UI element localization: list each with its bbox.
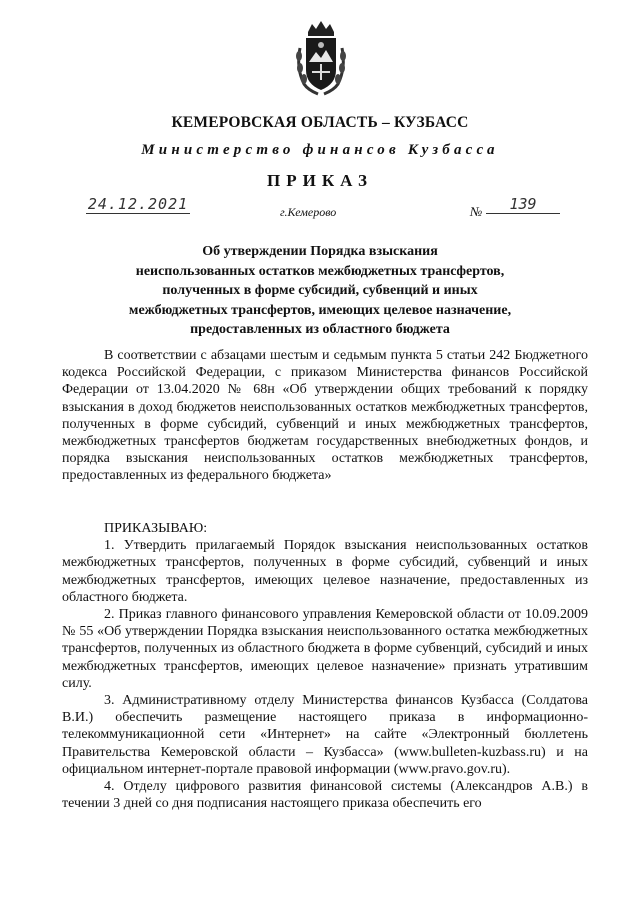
order-date: 24.12.2021 xyxy=(87,195,189,213)
title-line: Об утверждении Порядка взыскания xyxy=(202,244,438,259)
order-keyword: ПРИКАЗЫВАЮ: xyxy=(104,521,208,536)
title-line: предоставленных из областного бюджета xyxy=(190,322,450,337)
order-city: г.Кемерово xyxy=(280,205,337,219)
preamble-paragraph: В соответствии с абзацами шестым и седьмым пункта 5 статьи 242 Бюджетного кодекса Российской Федерации, с приказом Министерства финансов Российской Федерации от 13.04.2020 № 68н «Об утверждении общих требований к порядку взыскания в доход бюджетов неиспользованных остатков межбюджетных трансфертов, полученных в форме субсидий, субвенций и иных межбюджетных трансфертов, межбюджетных трансфертов бюджетам государственных внебюджетных фондов, и порядка взыскания неиспользованных остатков межбюджетных трансфертов, предоставленных из федерального бюджета» xyxy=(62,348,588,484)
order-section xyxy=(62,520,588,812)
order-item-4: 4. Отделу цифрового развития финансовой системы (Александров А.В.) в течении 3 дней со дня подписания настоящего приказа обеспечить его xyxy=(62,779,588,812)
order-title xyxy=(100,242,540,340)
order-number: 139 xyxy=(486,196,560,214)
coat-of-arms-emblem xyxy=(294,18,348,98)
order-number-sign: № xyxy=(470,204,483,219)
region-heading: КЕМЕРОВСКАЯ ОБЛАСТЬ – КУЗБАСС xyxy=(171,114,469,131)
order-item-1: 1. Утвердить прилагаемый Порядок взыскания неиспользованных остатков межбюджетных трансфертов, полученных в форме субсидий, субвенций и иных межбюджетных трансфертов, имеющих целевое назначение, предоставленных из областного бюджета. xyxy=(62,538,588,605)
document-type: ПРИКАЗ xyxy=(267,171,373,190)
title-line: полученных в форме субсидий, субвенций и иных xyxy=(162,283,478,298)
order-item-2: 2. Приказ главного финансового управления Кемеровской области от 10.09.2009 № 55 «Об утверждении Порядка взыскания неиспользованного остатка межбюджетных трансфертов, полученных из областного бюджета в форме субвенций, субсидий и иных межбюджетных трансфертов, имеющих целевое назначение» признать утратившим силу. xyxy=(62,607,588,691)
ministry-heading: Министерство финансов Кузбасса xyxy=(141,142,499,158)
title-line: неиспользованных остатков межбюджетных трансфертов, xyxy=(135,263,505,279)
order-item-3: 3. Административному отделу Министерства финансов Кузбасса (Солдатова В.И.) обеспечить размещение настоящего приказа в информационно-телекоммуникационной сети «Интернет» на сайте «Электронный бюллетень Правительства Кемеровской области – Кузбасса» (www.bulleten-kuzbass.ru) и на официальном интернет-портале правовой информации (www.pravo.gov.ru). xyxy=(62,693,588,777)
title-line: межбюджетных трансфертов, имеющих целевое назначение, xyxy=(128,302,512,318)
preamble xyxy=(62,347,588,485)
